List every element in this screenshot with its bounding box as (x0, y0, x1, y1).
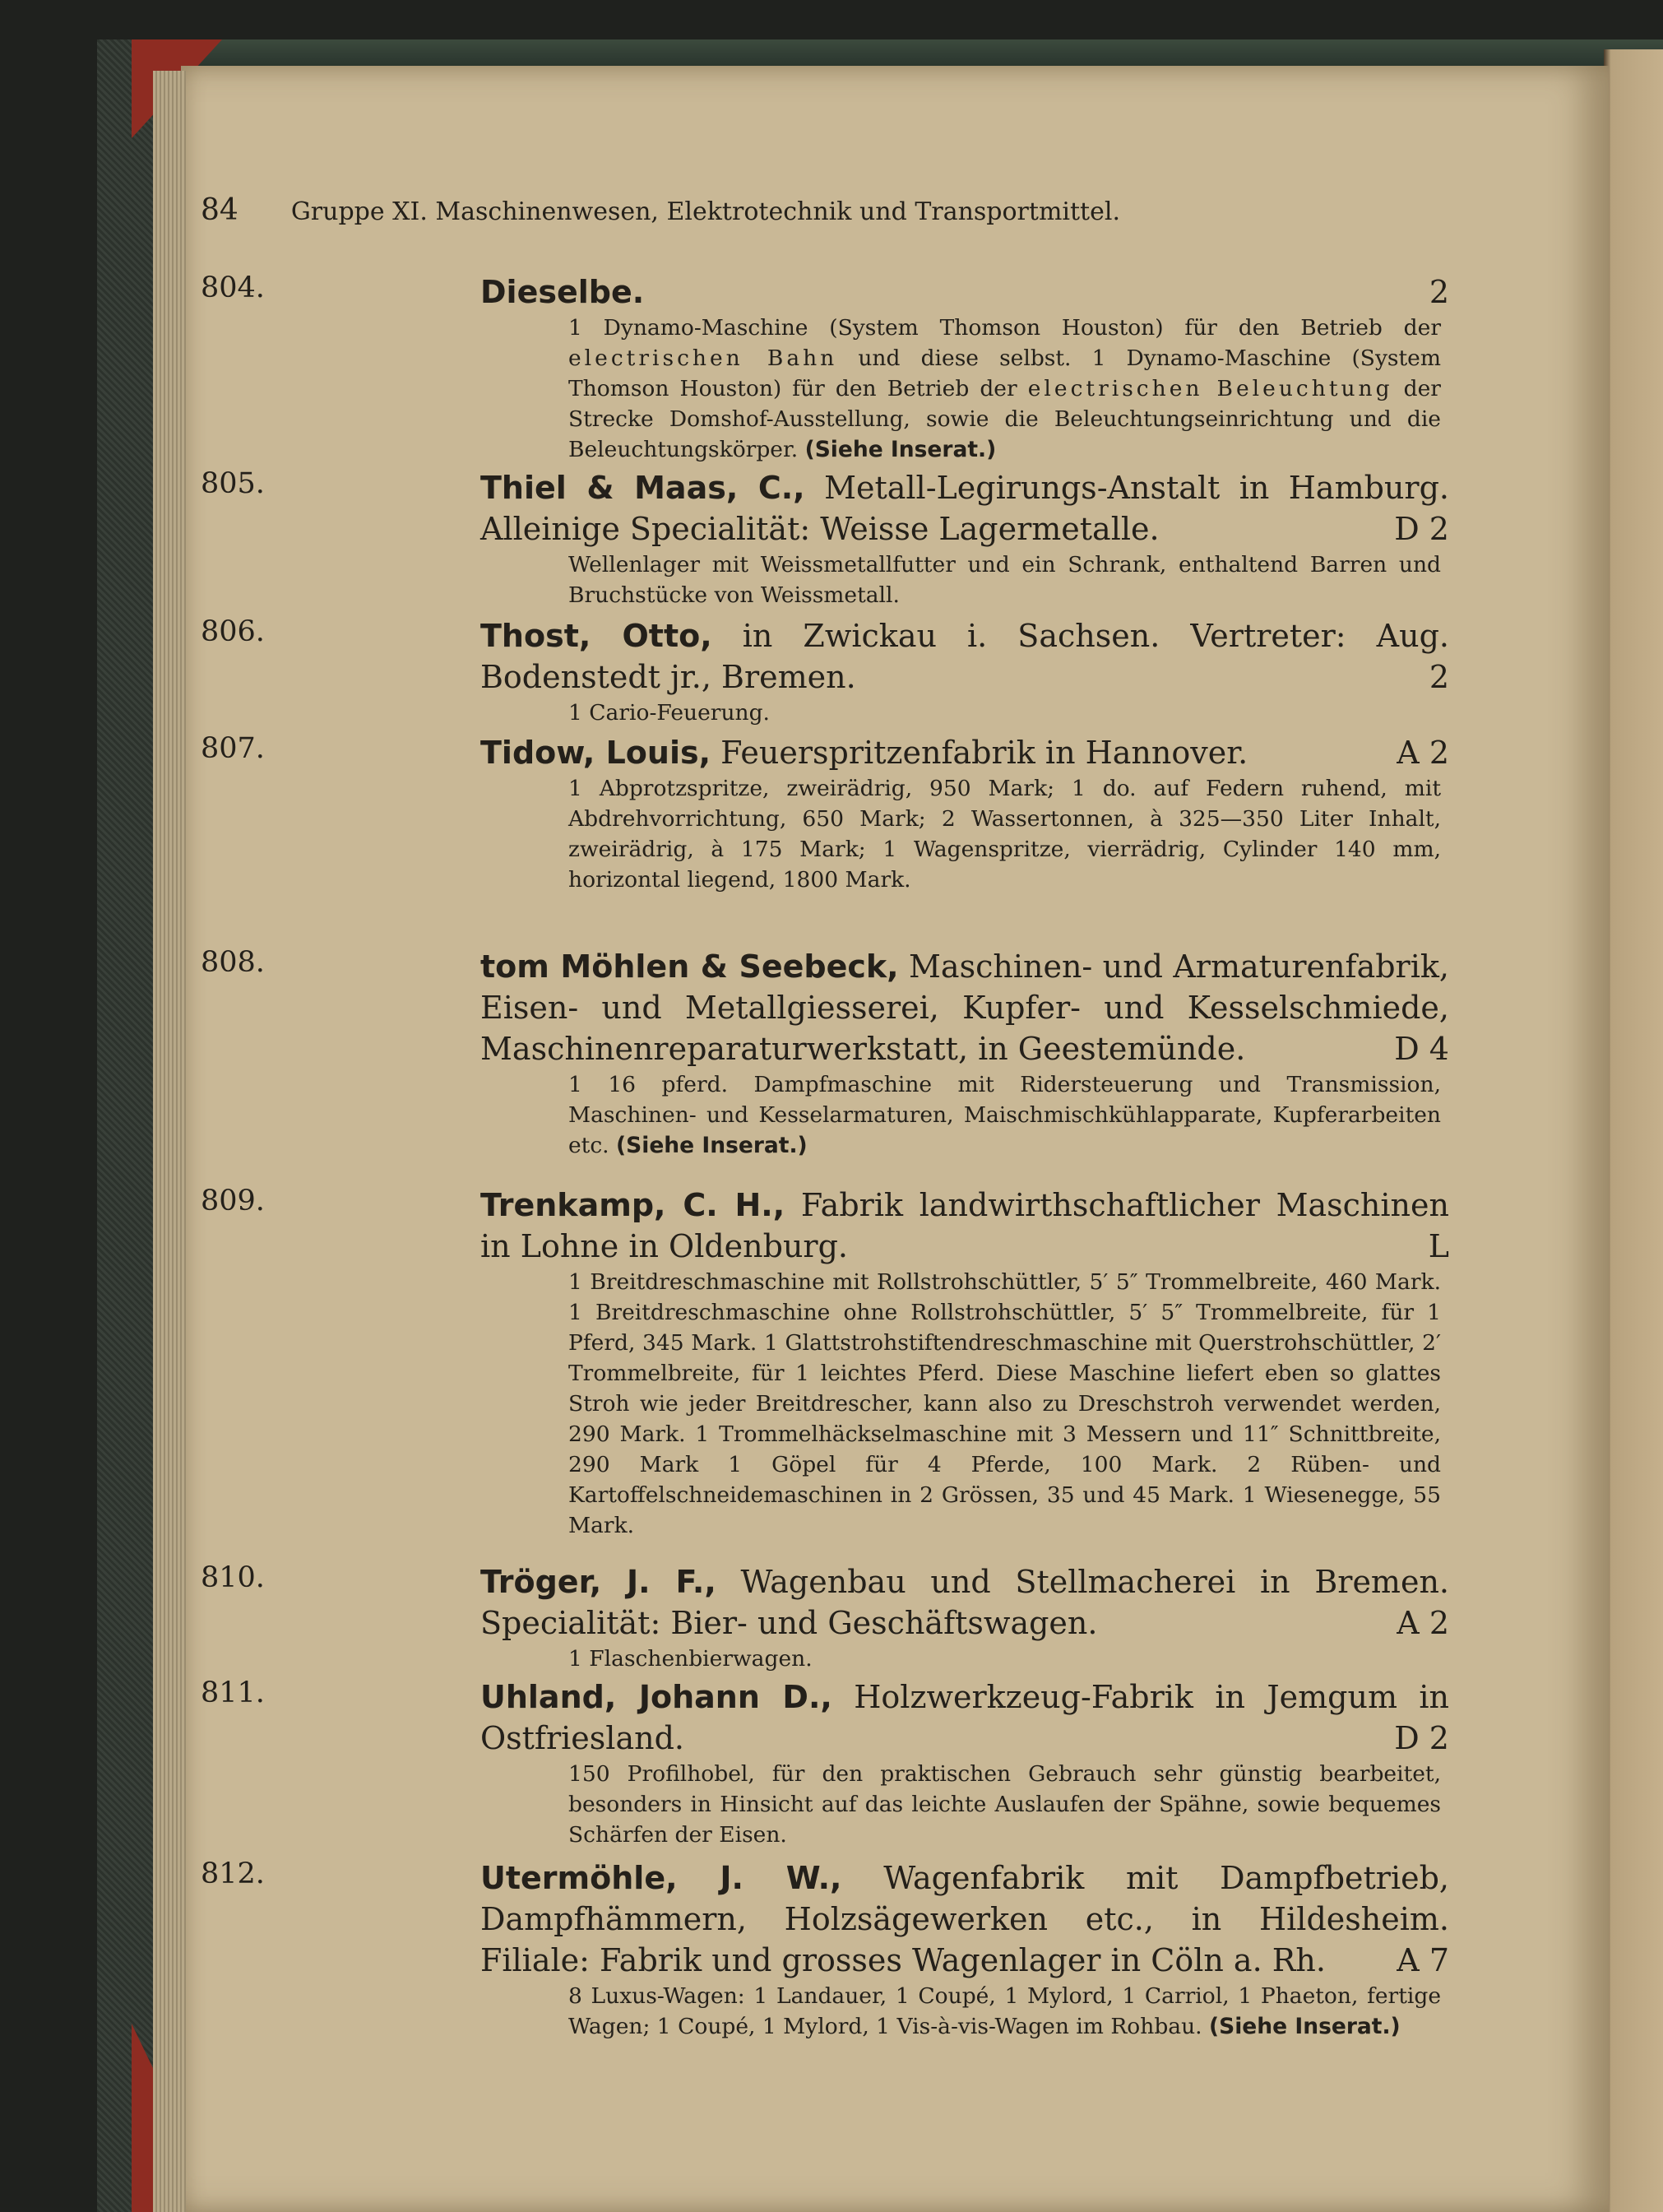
entry-code: D 4 (1394, 1031, 1449, 1067)
entry-code: A 2 (1397, 735, 1449, 771)
entry-heading (480, 271, 1449, 313)
entry-name: Tröger, J. F., (480, 1564, 716, 1600)
entry-number: 805. (201, 467, 265, 500)
entry-description: 150 Profilhobel, für den praktischen Gebrauch sehr günstig bearbeitet, besonders in Hinsicht auf das leichte Auslaufen der Spähne, sowie bequemes Schärfen der Eisen. (568, 1761, 1441, 1848)
entry-description: 1 Abprotzspritze, zweirädrig, 950 Mark; 1 do. auf Federn ruhend, mit Abdrehvorrichtung, 650 Mark; 2 Wassertonnen, à 325—350 Liter Inhalt, zweirädrig, à 175 Mark; 1 Wagenspritze, vierrädrig, Cylinder 140 mm, horizontal liegend, 1800 Mark. (568, 776, 1441, 893)
entry-code: A 2 (1397, 1605, 1449, 1641)
entry-description: 1 Breitdreschmaschine mit Rollstrohschüttler, 5′ 5″ Trommelbreite, 460 Mark. 1 Breitdreschmaschine ohne Rollstrohschüttler, 5′ 5″ Trommelbreite, für 1 Pferd, 345 Mark. 1 Glattstrohstiftendreschmaschine mit Querstrohschüttler, 2′ Trommelbreite, für 1 leichtes Pferd. Diese Maschine liefert eben so glattes Stroh wie jeder Breitdrescher, kann also zu Dreschstroh verwendet werden, 290 Mark. 1 Trommelhäckselmaschine mit 3 Messern und 11″ Schnittbreite, 290 Mark 1 Göpel für 4 Pferde, 100 Mark. 2 Rüben- und Kartoffelschneidemaschinen in 2 Grössen, 35 und 45 Mark. 1 Wiesenegge, 55 Mark. (568, 1269, 1441, 1538)
entry-name: Thiel & Maas, C., (480, 470, 805, 506)
entry-heading: Thost, Otto, in Zwickau i. Sachsen. Vertreter: Aug. Bodenstedt jr., Bremen. 2 (480, 615, 1449, 698)
page-title: Gruppe XI. Maschinenwesen, Elektrotechnik und Transportmittel. (290, 197, 1120, 226)
entry-name: Tidow, Louis, (480, 735, 711, 771)
entry-heading: Trenkamp, C. H., Fabrik landwirthschaftlicher Maschinen in Lohne in Oldenburg. L (480, 1185, 1449, 1267)
entry-heading: tom Möhlen & Seebeck, Maschinen- und Armaturenfabrik, Eisen- und Metallgiesserei, Kupfer- und Kesselschmiede, Maschinenreparaturwerkstatt, in Geestemünde. D 4 (480, 946, 1449, 1069)
entry-name: tom Möhlen & Seebeck, (480, 948, 899, 985)
entry-number: 806. (201, 615, 265, 648)
entry-description: 1 Cario-Feuerung. (568, 700, 770, 726)
entry-name: Utermöhle, J. W., (480, 1860, 842, 1896)
entry-name: Uhland, Johann D., (480, 1679, 832, 1715)
inserat-note: (Siehe Inserat.) (804, 437, 997, 462)
inserat-note: (Siehe Inserat.) (1209, 2014, 1401, 2039)
entry-code: L (1428, 1228, 1449, 1264)
page-edges (153, 71, 186, 2212)
entry-number: 807. (201, 732, 265, 765)
entry-number: 811. (201, 1676, 265, 1709)
entry-heading: Uhland, Johann D., Holzwerkzeug-Fabrik in Jemgum in Ostfriesland. D 2 (480, 1676, 1449, 1759)
entry-heading: Utermöhle, J. W., Wagenfabrik mit Dampfbetrieb, Dampfhämmern, Holzsägewerken etc., in Hildesheim. Filiale: Fabrik und grosses Wagenlager in Cöln a. Rh. A 7 (480, 1857, 1449, 1981)
entry-name: Dieselbe. (480, 274, 645, 310)
entry-code: D 2 (1394, 511, 1449, 547)
entry-description: 8 Luxus-Wagen: 1 Landauer, 1 Coupé, 1 Mylord, 1 Carriol, 1 Phaeton, fertige Wagen; 1 Coupé, 1 Mylord, 1 Vis-à-vis-Wagen im Rohbau. (Siehe Inserat.) (568, 1983, 1441, 2039)
entry-code: 2 (1429, 659, 1449, 695)
entry-code: 2 (1429, 274, 1449, 310)
entry-code: A 7 (1397, 1942, 1449, 1978)
inserat-note: (Siehe Inserat.) (616, 1133, 808, 1158)
entry-description: 1 Flaschenbierwagen. (568, 1646, 813, 1672)
entry-description: 1 Dynamo-Maschine (System Thomson Houston) für den Betrieb der electrischen Bahn und diese selbst. 1 Dynamo-Maschine (System Thomson Houston) für den Betrieb der electrischen Beleuchtung der Strecke Domshof-Ausstellung, sowie die Beleuchtungseinrichtung und die Beleuchtungskörper. (Siehe Inserat.) (568, 315, 1441, 462)
running-head (201, 193, 1344, 227)
page-text (201, 115, 1459, 2106)
entry-number: 804. (201, 271, 265, 304)
entry-number: 809. (201, 1185, 265, 1217)
entry-description: Wellenlager mit Weissmetallfutter und ein Schrank, enthaltend Barren und Bruchstücke von Weissmetall. (568, 552, 1441, 608)
book-cover-spine (97, 39, 155, 2212)
entry-description: 1 16 pferd. Dampfmaschine mit Ridersteuerung und Transmission, Maschinen- und Kesselarmaturen, Maischmischkühlapparate, Kupferarbeiten etc. (Siehe Inserat.) (568, 1072, 1441, 1158)
entry-heading: Tröger, J. F., Wagenbau und Stellmacherei in Bremen. Specialität: Bier- und Geschäftswagen. A 2 (480, 1561, 1449, 1644)
entry-name: Thost, Otto, (480, 618, 712, 654)
entry-name: Trenkamp, C. H., (480, 1187, 785, 1223)
page-number: 84 (201, 193, 239, 227)
entry-number: 810. (201, 1561, 265, 1594)
entry-code: D 2 (1394, 1720, 1449, 1756)
entry-number: 808. (201, 946, 265, 979)
facing-page-edge (1604, 49, 1663, 2212)
entry-heading: Tidow, Louis, Feuerspritzenfabrik in Hannover. A 2 (480, 732, 1449, 773)
entry-heading: Thiel & Maas, C., Metall-Legirungs-Anstalt in Hamburg. Alleinige Specialität: Weisse Lagermetalle. D 2 (480, 467, 1449, 550)
entry-number: 812. (201, 1857, 265, 1890)
